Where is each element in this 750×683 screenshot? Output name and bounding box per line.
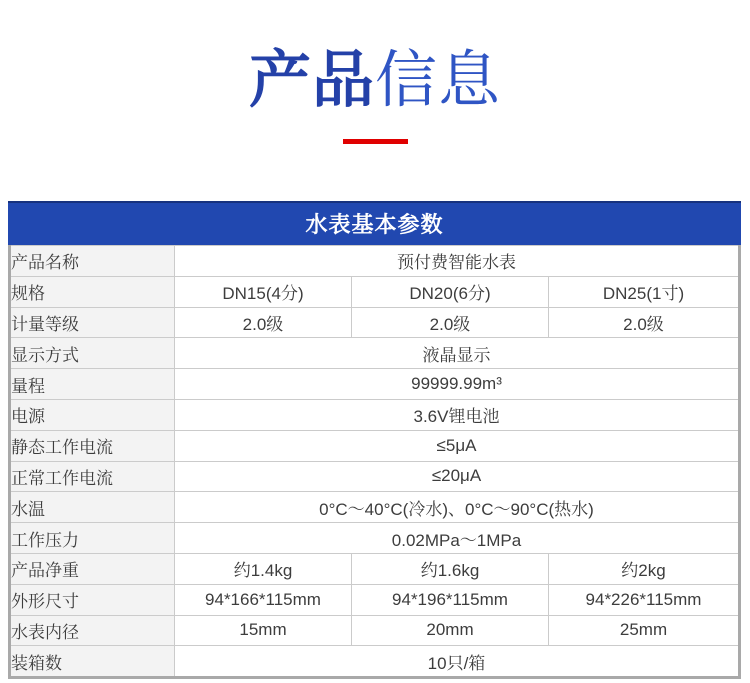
row-value: 15mm [175,615,352,646]
row-label: 量程 [10,369,175,400]
row-value: DN20(6分) [352,276,549,307]
row-label: 静态工作电流 [10,430,175,461]
table-row [10,276,740,307]
row-value: 约1.6kg [352,553,549,584]
row-value: 0°C～40°C(冷水)、0°C～90°C(热水) [175,492,740,523]
spec-body-table [8,245,741,679]
spec-table [8,201,741,679]
table-row [10,246,740,277]
row-label: 正常工作电流 [10,461,175,492]
table-header: 水表基本参数 [8,201,741,245]
table-row [10,307,740,338]
row-value: 2.0级 [549,307,740,338]
row-value: 2.0级 [352,307,549,338]
row-value: 约1.4kg [175,553,352,584]
table-row [10,338,740,369]
table-row [10,615,740,646]
row-value: 20mm [352,615,549,646]
table-row [10,523,740,554]
row-label: 计量等级 [10,307,175,338]
table-row [10,369,740,400]
table-row [10,461,740,492]
row-label: 规格 [10,276,175,307]
table-row [10,553,740,584]
row-value: 预付费智能水表 [175,246,740,277]
table-row [10,399,740,430]
table-row [10,430,740,461]
row-value: DN15(4分) [175,276,352,307]
row-label: 水表内径 [10,615,175,646]
page-title-primary: 产品 [248,46,375,115]
table-row [10,584,740,615]
row-label: 产品净重 [10,553,175,584]
row-label: 装箱数 [10,646,175,678]
row-value: 94*196*115mm [352,584,549,615]
row-value: DN25(1寸) [549,276,740,307]
row-value: 99999.99m³ [175,369,740,400]
table-row [10,646,740,678]
row-value: ≤5μA [175,430,740,461]
row-label: 产品名称 [10,246,175,277]
row-value: 约2kg [549,553,740,584]
row-value: 2.0级 [175,307,352,338]
row-label: 工作压力 [10,523,175,554]
page-title [0,46,750,115]
row-value: 94*166*115mm [175,584,352,615]
row-label: 外形尺寸 [10,584,175,615]
row-value: 液晶显示 [175,338,740,369]
row-label: 水温 [10,492,175,523]
page-title-secondary: 信息 [375,46,502,115]
row-value: 25mm [549,615,740,646]
row-value: 3.6V锂电池 [175,399,740,430]
row-value: 94*226*115mm [549,584,740,615]
row-label: 电源 [10,399,175,430]
row-label: 显示方式 [10,338,175,369]
product-info-page [0,46,750,683]
row-value: ≤20μA [175,461,740,492]
row-value: 0.02MPa～1MPa [175,523,740,554]
table-row [10,492,740,523]
row-value: 10只/箱 [175,646,740,678]
title-underline [343,139,408,144]
